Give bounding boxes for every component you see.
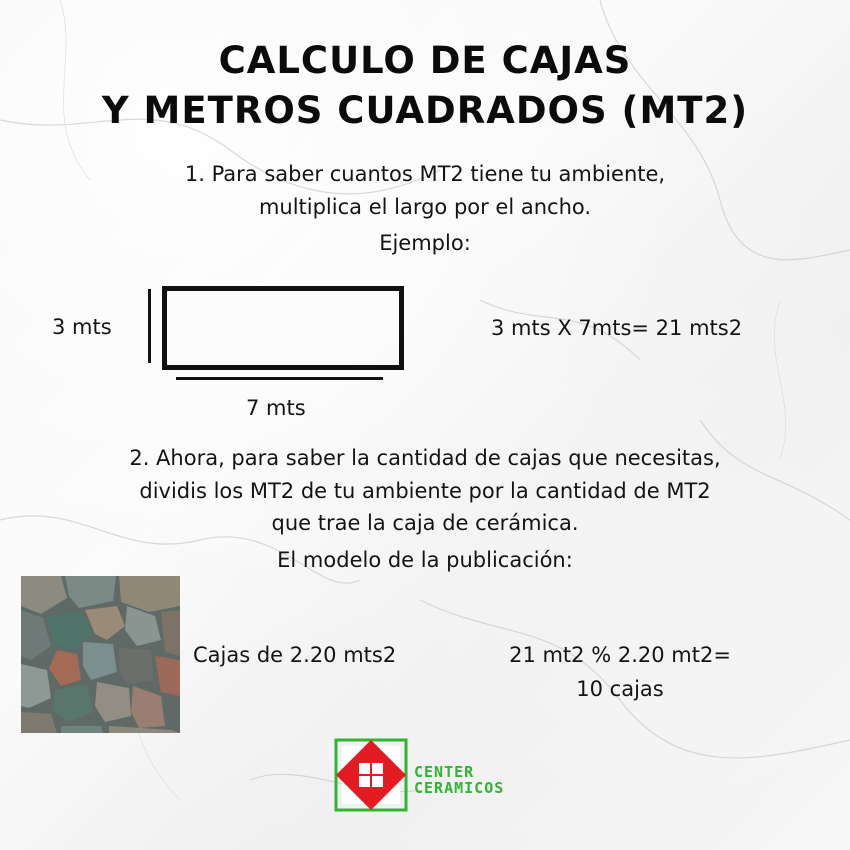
height-dimension-line — [148, 289, 151, 363]
brand-name-line2: CERAMICOS — [414, 779, 505, 797]
center-ceramicos-logo-icon — [334, 738, 408, 812]
box-calc-line2: 10 cajas — [576, 677, 664, 701]
room-rectangle — [162, 286, 404, 370]
width-dimension-line — [176, 377, 383, 380]
step1-line2: multiplica el largo por el ancho. — [258, 195, 592, 219]
step2-line1: 2. Ahora, para saber la cantidad de cajas que necesitas, — [129, 446, 721, 470]
model-label: El modelo de la publicación: — [277, 548, 573, 572]
step2-line2: dividis los MT2 de tu ambiente por la cantidad de MT2 — [139, 479, 711, 503]
step1-line1: 1. Para saber cuantos MT2 tiene tu ambiente, — [184, 162, 666, 186]
step2-line3: que trae la caja de cerámica. — [271, 511, 579, 535]
width-label: 7 mts — [246, 396, 306, 420]
example-label: Ejemplo: — [379, 231, 471, 255]
box-size-text: Cajas de 2.20 mts2 — [193, 643, 397, 667]
page-title-line2: Y METROS CUADRADOS (MT2) — [101, 89, 749, 132]
height-label: 3 mts — [52, 315, 112, 339]
stone-tile-image — [21, 576, 180, 733]
brand-name-line1: CENTER — [414, 763, 475, 781]
area-formula: 3 mts X 7mts= 21 mts2 — [491, 316, 743, 340]
page-title-line1: CALCULO DE CAJAS — [218, 39, 632, 82]
box-calc-line1: 21 mt2 % 2.20 mt2= — [509, 643, 731, 667]
